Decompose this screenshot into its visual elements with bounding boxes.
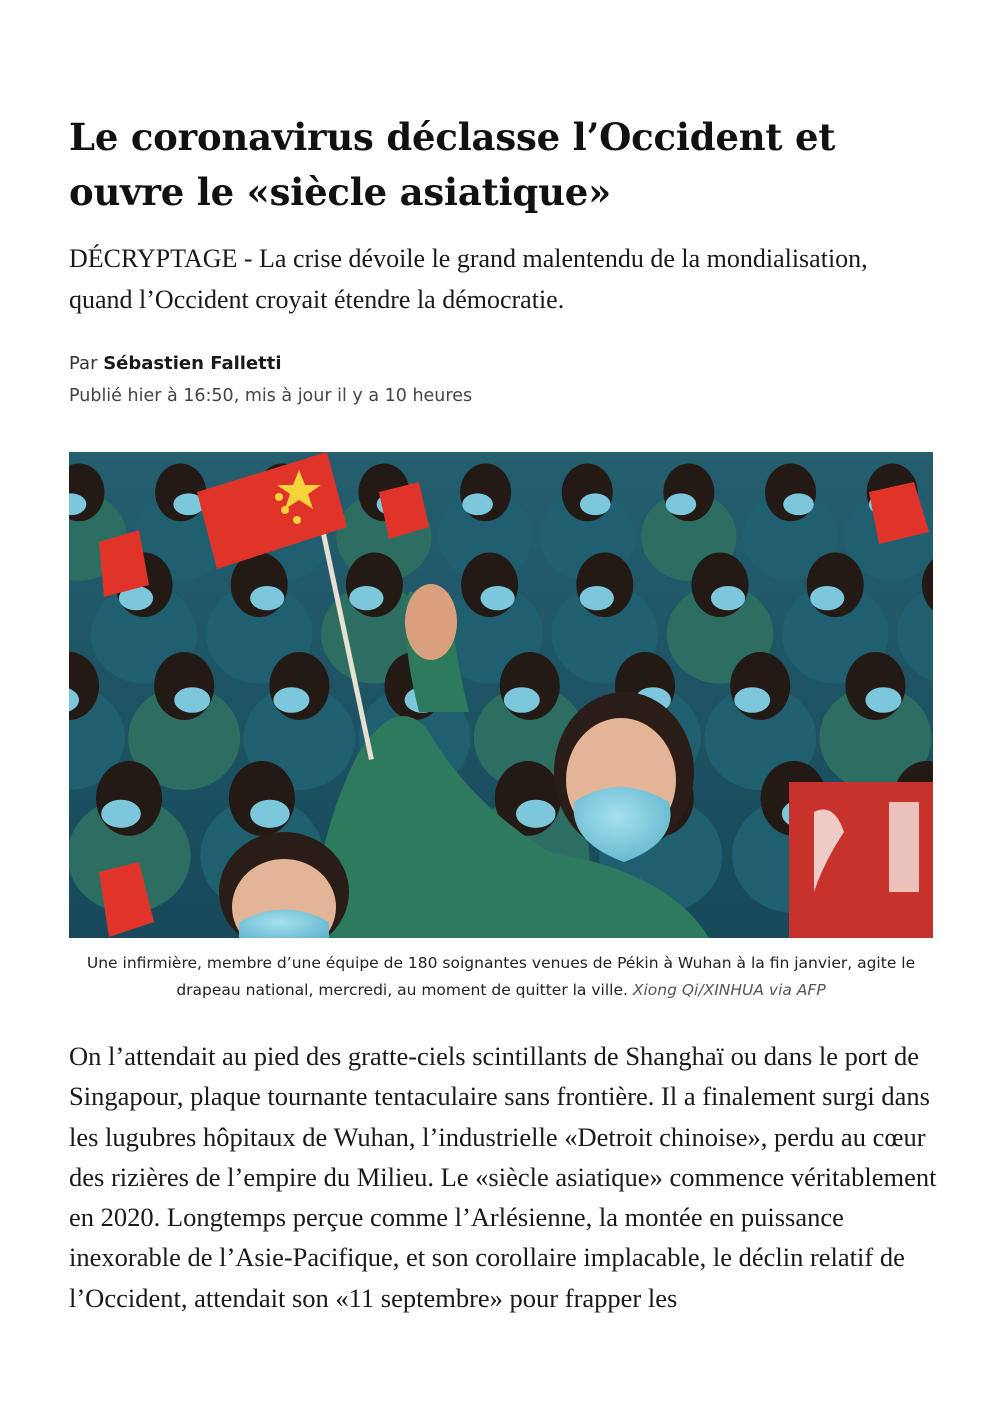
article-body: On l’attendait au pied des gratte-ciels scintillants de Shanghaï ou dans le port de Singapour, plaque tournante tentaculaire sans frontière. Il a finalement surgi dans les lugubres hôpitaux de Wuhan, l’industrielle «Detroit chinoise», perdu au cœur des rizières de l’empire du Milieu. Le «siècle asiatique» commence véritablement en 2020. Longtemps perçue comme l’Arlésienne, la montée en puissance inexorable de l’Asie-Pacifique, et son corollaire implacable, le déclin relatif de l’Occident, attendait son «11 septembre» pour frapper les <box>69 1041 937 1313</box>
article-standfirst: DÉCRYPTAGE - La crise dévoile le grand malentendu de la mondialisation, quand l’Occident croyait étendre la démocratie. <box>69 244 868 314</box>
caption-text: Une infirmière, membre d’une équipe de 180 soignantes venues de Pékin à Wuhan à la fin janvier, agite le drapeau national, mercredi, au moment de quitter la ville. <box>86 954 916 999</box>
byline <box>69 350 282 378</box>
publication-date: Publié hier à 16:50, mis à jour il y a 10 heures <box>69 386 473 406</box>
photo-credit: Xiong Qi/XINHUA via AFP <box>632 981 826 999</box>
byline-prefix: Par <box>69 353 98 374</box>
photo-caption <box>69 950 933 1004</box>
article-title: Le coronavirus déclasse l’Occident et ouvre le «siècle asiatique» <box>69 115 836 214</box>
author-link[interactable]: Sébastien Falletti <box>103 353 282 374</box>
crowd-photo-icon <box>69 452 933 938</box>
article-photo <box>69 452 933 938</box>
